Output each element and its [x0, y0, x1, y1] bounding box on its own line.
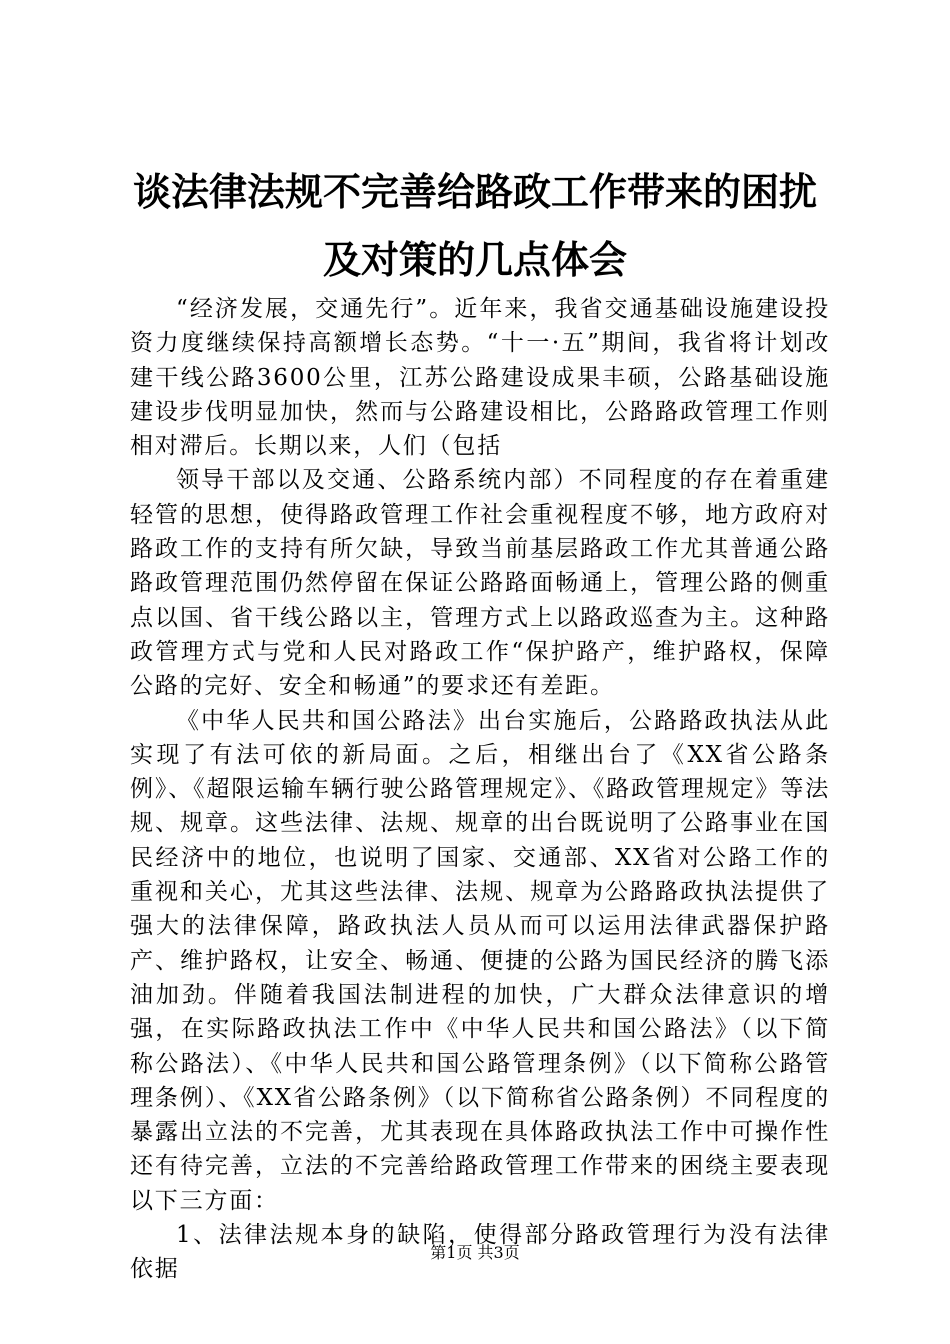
document-body — [130, 292, 830, 1287]
document-title: 谈法律法规不完善给路政工作带来的困扰及对策的几点体会 — [132, 169, 817, 282]
paragraph-legislation: 《中华人民共和国公路法》出台实施后，公路路政执法从此实现了有法可依的新局面。之后，相继出台了《XX省公路条例》、《超限运输车辆行驶公路管理规定》、《路政管理规定》等法规、规章。这些法律、法规、规章的出台既说明了公路事业在国民经济中的地位，也说明了国家、交通部、XX省对公路工作的重视和关心，尤其这些法律、法规、规章为公路路政执法提供了强大的法律保障，路政执法人员从而可以运用法律武器保护路产、维护路权，让安全、畅通、便捷的公路为国民经济的腾飞添油加劲。伴随着我国法制进程的加快，广大群众法律意识的增强，在实际路政执法工作中《中华人民共和国公路法》（以下简称公路法）、《中华人民共和国公路管理条例》（以下简称公路管理条例）、《XX省公路条例》（以下简称省公路条例）不同程度的暴露出立法的不完善，尤其表现在具体路政执法工作中可操作性还有待完善，立法的不完善给路政管理工作带来的困绕主要表现以下三方面： — [130, 707, 830, 1214]
page-footer: 第1页 共3页 — [430, 1243, 520, 1262]
paragraph-management-issue: 领导干部以及交通、公路系统内部）不同程度的存在着重建轻管的思想，使得路政管理工作社会重视程度不够，地方政府对路政工作的支持有所欠缺，导致当前基层路政工作尤其普通公路路政管理范围仍然停留在保证公路路面畅通上，管理公路的侧重点以国、省干线公路以主，管理方式上以路政巡查为主。这种路政管理方式与党和人民对路政工作“保护路产，维护路权，保障公路的完好、安全和畅通”的要求还有差距。 — [130, 467, 830, 700]
paragraph-section-1: 1、法律法规本身的缺陷，使得部分路政管理行为没有法律依据 — [130, 1222, 830, 1283]
paragraph-intro: “经济发展，交通先行”。近年来，我省交通基础设施建设投资力度继续保持高额增长态势。“十一·五”期间，我省将计划改建干线公路3600公里，江苏公路建设成果丰硕，公路基础设施建设步伐明显加快，然而与公路建设相比，公路路政管理工作则相对滞后。长期以来，人们（包括 — [130, 296, 830, 460]
